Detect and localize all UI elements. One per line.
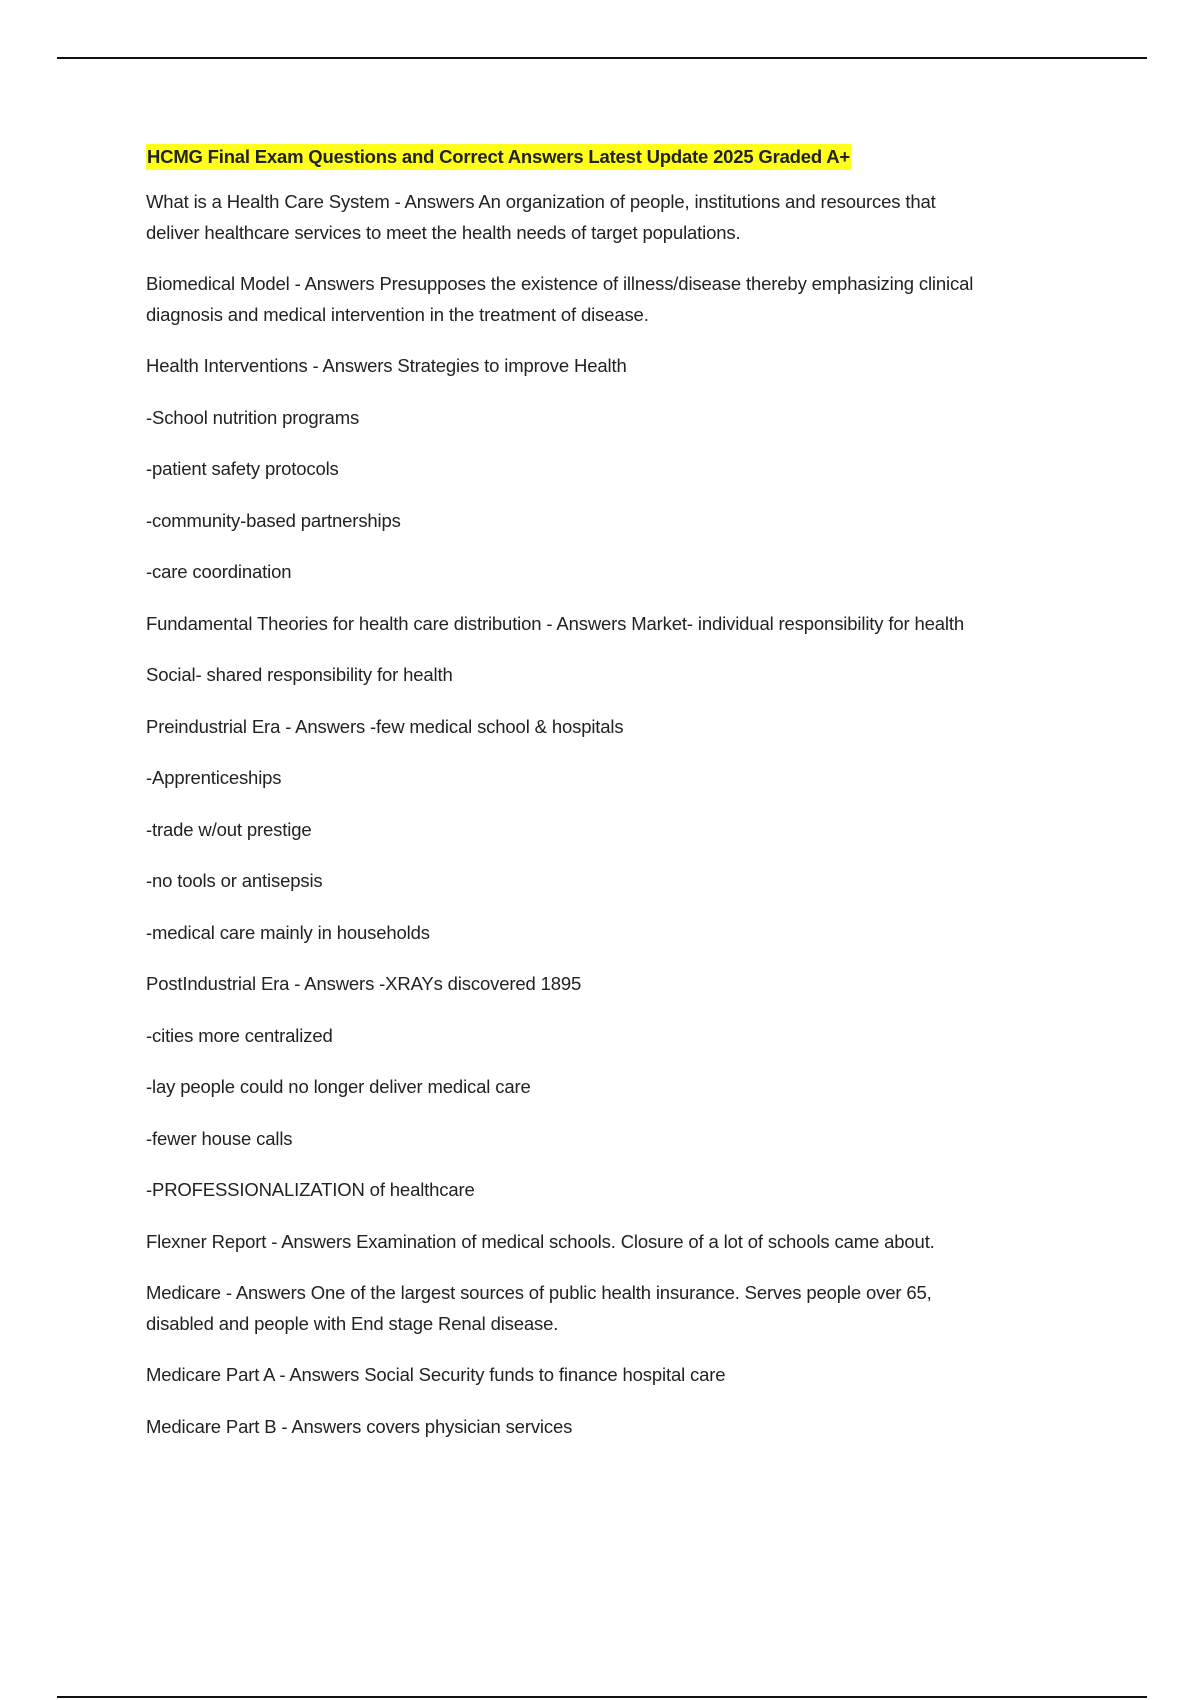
text-line: -Apprenticeships	[146, 767, 282, 788]
text-line: -lay people could no longer deliver medical care	[146, 1076, 531, 1097]
text-line: disabled and people with End stage Renal disease.	[146, 1312, 559, 1334]
qa-paragraph	[146, 712, 1106, 743]
qa-paragraph	[146, 454, 1106, 485]
paragraph-list	[146, 187, 1106, 1442]
text-line: -PROFESSIONALIZATION of healthcare	[146, 1179, 475, 1200]
text-line: -cities more centralized	[146, 1024, 333, 1046]
text-line: Health Interventions - Answers Strategies to improve Health	[146, 355, 627, 376]
text-line: Flexner Report - Answers Examination of medical schools. Closure of a lot of schools came about.	[146, 1230, 935, 1252]
text-line: -patient safety protocols	[146, 458, 339, 479]
qa-paragraph	[146, 815, 1106, 846]
qa-paragraph	[146, 660, 1106, 691]
qa-paragraph	[146, 187, 1106, 248]
qa-paragraph	[146, 763, 1106, 794]
text-line: Preindustrial Era - Answers -few medical school & hospitals	[146, 715, 624, 737]
qa-paragraph	[146, 609, 1106, 640]
text-line: -community-based partnerships	[146, 509, 401, 531]
qa-paragraph	[146, 269, 1106, 330]
qa-paragraph	[146, 506, 1106, 537]
text-line: -care coordination	[146, 561, 292, 582]
text-line: PostIndustrial Era - Answers -XRAYs discovered 1895	[146, 973, 582, 994]
footer-rule	[57, 1696, 1147, 1698]
text-line: -no tools or antisepsis	[146, 870, 323, 891]
text-line: -fewer house calls	[146, 1127, 293, 1149]
qa-paragraph	[146, 866, 1106, 897]
qa-paragraph	[146, 1278, 1106, 1339]
qa-paragraph	[146, 1072, 1106, 1103]
text-line: Biomedical Model - Answers Presupposes the existence of illness/disease thereby emphasizing clinical	[146, 273, 974, 294]
qa-paragraph	[146, 351, 1106, 382]
document-title: HCMG Final Exam Questions and Correct Answers Latest Update 2025 Graded A+	[146, 144, 851, 170]
text-line: -trade w/out prestige	[146, 818, 312, 840]
document-body	[146, 144, 1106, 1463]
qa-paragraph	[146, 969, 1106, 1000]
text-line: Medicare Part B - Answers covers physician services	[146, 1415, 573, 1437]
text-line: What is a Health Care System - Answers An organization of people, institutions and resources that	[146, 191, 936, 212]
qa-paragraph	[146, 1021, 1106, 1052]
text-line: -School nutrition programs	[146, 406, 360, 428]
qa-paragraph	[146, 1124, 1106, 1155]
qa-paragraph	[146, 1360, 1106, 1391]
text-line: Medicare Part A - Answers Social Security funds to finance hospital care	[146, 1364, 726, 1385]
text-line: deliver healthcare services to meet the health needs of target populations.	[146, 221, 741, 243]
text-line: -medical care mainly in households	[146, 921, 430, 943]
text-line: diagnosis and medical intervention in the treatment of disease.	[146, 303, 649, 325]
qa-paragraph	[146, 557, 1106, 588]
text-line: Social- shared responsibility for health	[146, 664, 453, 685]
qa-paragraph	[146, 403, 1106, 434]
qa-paragraph	[146, 1175, 1106, 1206]
qa-paragraph	[146, 1412, 1106, 1443]
text-line: Medicare - Answers One of the largest sources of public health insurance. Serves people over 65,	[146, 1282, 932, 1303]
text-line: Fundamental Theories for health care distribution - Answers Market- individual responsibility for health	[146, 612, 964, 634]
qa-paragraph	[146, 1227, 1106, 1258]
header-rule	[57, 57, 1147, 59]
qa-paragraph	[146, 918, 1106, 949]
